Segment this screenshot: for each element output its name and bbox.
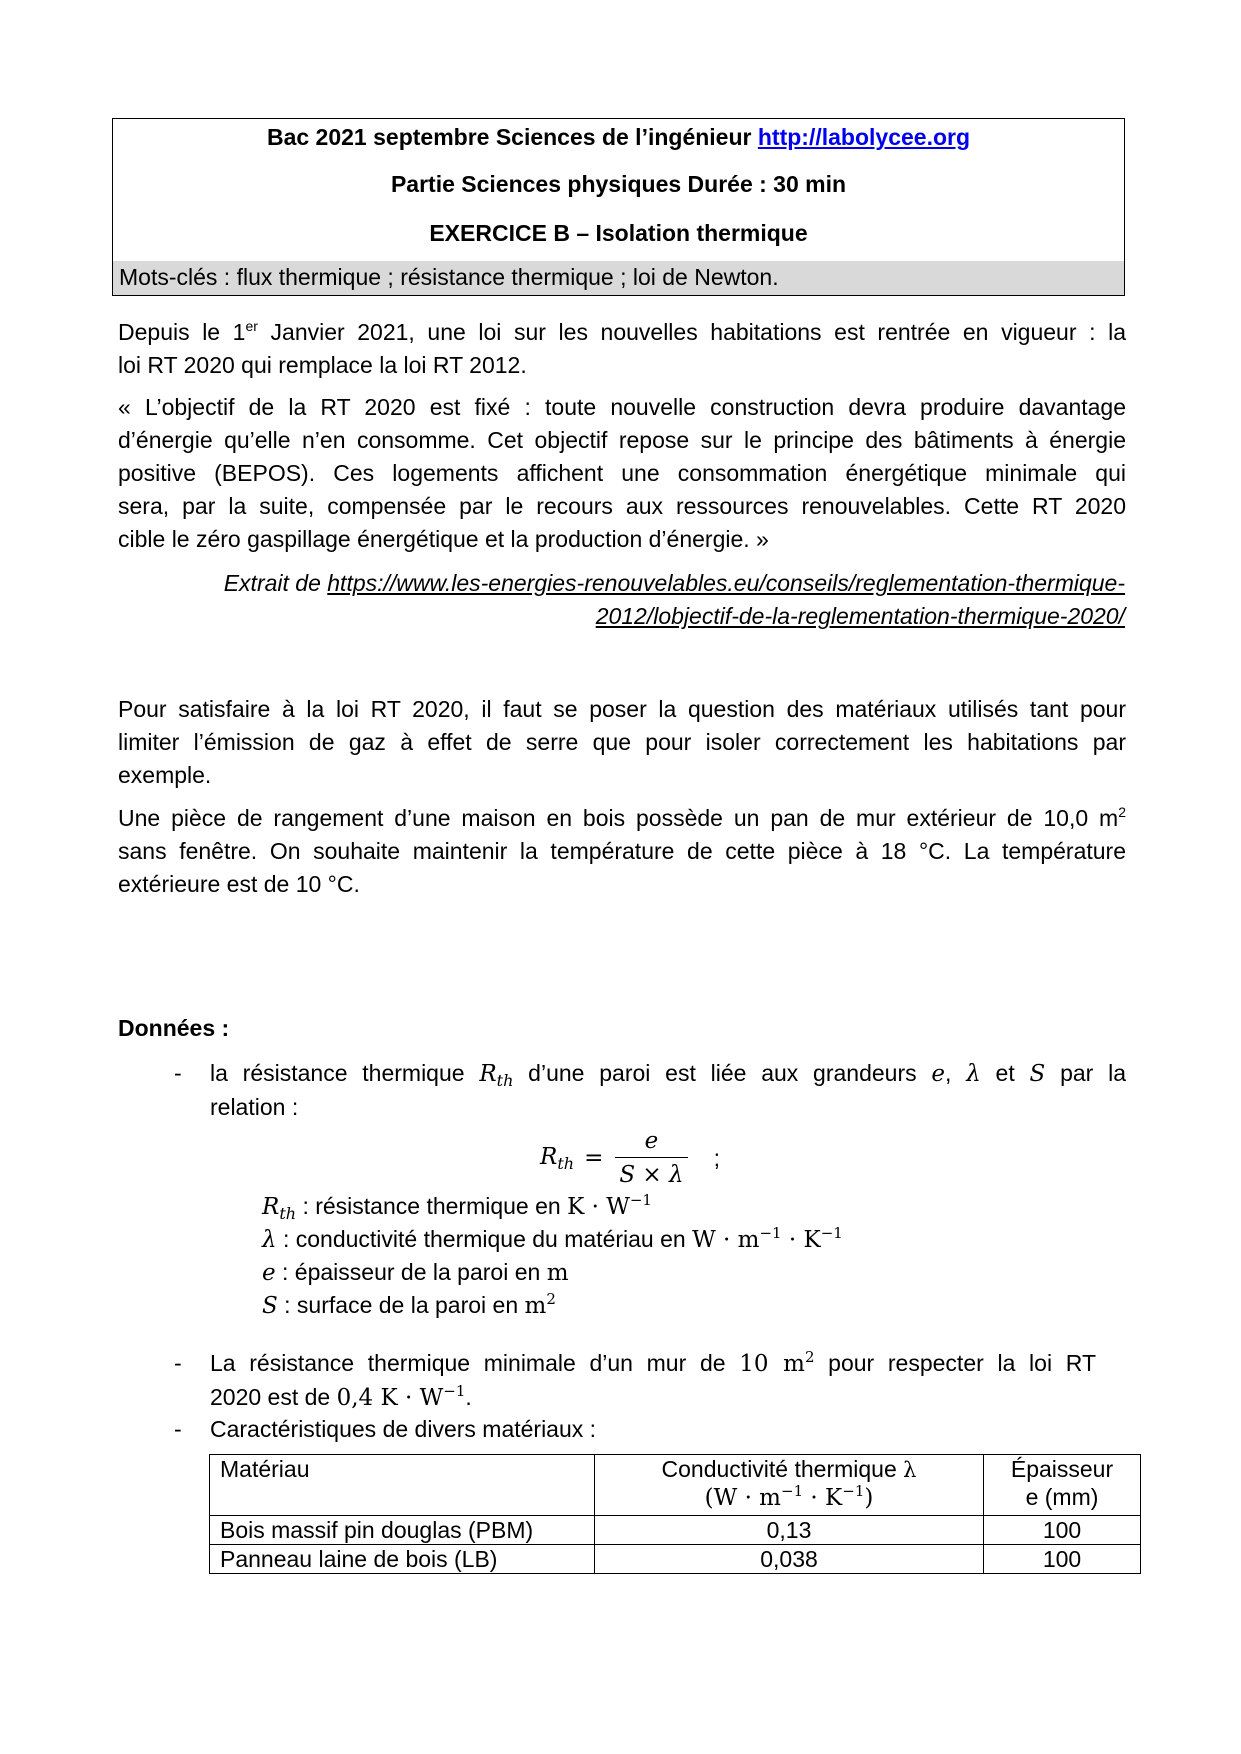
source-line-2 (125, 600, 1125, 633)
cell-thickness: 100 (984, 1516, 1141, 1545)
intro-line-1 (118, 316, 1126, 349)
cell-material: Bois massif pin douglas (PBM) (210, 1516, 595, 1545)
formula-lhs (540, 1144, 574, 1173)
unit-part: (W · m (704, 1485, 781, 1511)
bullet-text: pour respecter la loi RT (814, 1350, 1097, 1376)
bullet-text: . (465, 1384, 472, 1410)
ordinal-superscript: er (245, 318, 258, 334)
def-text: : résistance thermique en (296, 1193, 568, 1219)
source-link-continued[interactable]: 2012/lobjectif-de-la-reglementation-thermique-2020/ (595, 603, 1125, 629)
e-symbol: e (931, 1061, 946, 1087)
exam-title-text: Bac 2021 septembre Sciences de l’ingénieur (266, 124, 758, 150)
header-material: Matériau (210, 1455, 595, 1516)
r-symbol: R (479, 1061, 497, 1087)
formula-terminator: ; (713, 1144, 720, 1171)
thickness-unit: e (mm) (1025, 1484, 1099, 1510)
room-description-paragraph (118, 802, 1126, 901)
def-symbol (262, 1194, 297, 1223)
header-thickness (984, 1455, 1141, 1516)
lambda-symbol: λ (966, 1061, 981, 1087)
exercise-title: EXERCICE B – Isolation thermique (429, 220, 808, 246)
exam-header-box (112, 118, 1125, 296)
def-text: : surface de la paroi en (277, 1292, 525, 1318)
bullet-2-line-1 (210, 1347, 1096, 1381)
bullet-marker: - (174, 1416, 182, 1442)
header-conductivity (595, 1455, 984, 1516)
cell-conductivity: 0,038 (595, 1545, 984, 1574)
unit-tail-exponent: −1 (820, 1224, 843, 1242)
exponent: 2 (804, 1348, 815, 1366)
definition-e (262, 1256, 569, 1290)
def-symbol: S (262, 1293, 278, 1319)
def-text: : épaisseur de la paroi en (275, 1259, 547, 1285)
quote-line: « L’objectif de la RT 2020 est fixé : toute nouvelle construction devra produire davantage (118, 394, 1126, 420)
bullet-marker: - (174, 1060, 182, 1086)
header-conductivity-unit (605, 1484, 973, 1512)
def-unit: m (546, 1260, 569, 1286)
formula-th-subscript: th (557, 1153, 575, 1173)
intro-text: Depuis le 1 (118, 319, 246, 345)
squared-superscript: 2 (1118, 804, 1126, 820)
def-text: : conductivité thermique du matériau en (276, 1226, 693, 1252)
formula-equals: = (584, 1145, 604, 1171)
quote-line: sera, par la suite, compensée par le recours aux ressources renouvelables. Cette RT 2020 (118, 493, 1126, 519)
bullet-1-line-1 (210, 1057, 1126, 1091)
separator: , (945, 1060, 967, 1086)
context-paragraph (118, 693, 1126, 792)
table-row (210, 1545, 1141, 1574)
quote-paragraph (118, 391, 1126, 556)
source-link[interactable]: https://www.les-energies-renouvelables.eu/conseils/reglementation-thermique- (327, 570, 1125, 596)
value: 0,4 K · W (336, 1385, 444, 1411)
lambda-symbol: λ (903, 1458, 917, 1482)
def-symbol: e (262, 1260, 276, 1286)
room-line-3: extérieure est de 10 °C. (118, 871, 360, 897)
labolycee-link[interactable]: http://labolycee.org (757, 124, 971, 150)
materials-table (209, 1454, 1141, 1574)
definition-rth (262, 1190, 652, 1224)
thickness-label: Épaisseur (1010, 1456, 1114, 1482)
intro-paragraph (118, 316, 1126, 382)
s-symbol: S (1029, 1061, 1046, 1087)
bullet-2-line-2 (210, 1381, 1096, 1415)
unit-exponent: −1 (781, 1482, 804, 1500)
room-line-2: sans fenêtre. On souhaite maintenir la température de cette pièce à 18 °C. La température (118, 838, 1126, 864)
formula-fraction (615, 1127, 687, 1190)
exam-subtitle: Partie Sciences physiques Durée : 30 min (390, 171, 847, 197)
def-unit (692, 1224, 843, 1253)
def-unit (567, 1191, 652, 1220)
definition-s (262, 1289, 556, 1323)
quote-line: d’énergie qu’elle n’en consomme. Cet objectif repose sur le principe des bâtiments à énergie (118, 427, 1126, 453)
context-line: limiter l’émission de gaz à effet de serre que pour isoler correctement les habitations par (118, 729, 1126, 755)
unit-exponent: 2 (546, 1290, 556, 1308)
def-symbol-r: R (262, 1194, 280, 1220)
formula-denominator: S × λ (615, 1157, 687, 1190)
wall-area-value (739, 1348, 815, 1377)
materials-caption: Caractéristiques de divers matériaux : (210, 1416, 597, 1442)
bullet-min-resistance (210, 1347, 1096, 1415)
bullet-text: d’une paroi est liée aux grandeurs (513, 1060, 932, 1086)
header-conductivity-label (605, 1455, 973, 1484)
unit-base: K · W (567, 1194, 630, 1220)
unit-part: ) (864, 1485, 874, 1511)
cell-material: Panneau laine de bois (LB) (210, 1545, 595, 1574)
value: 10 m (739, 1351, 805, 1377)
donnees-title: Données : (118, 1015, 230, 1041)
min-resistance-value (336, 1382, 466, 1411)
rth-formula (540, 1118, 720, 1198)
cell-conductivity: 0,13 (595, 1516, 984, 1545)
source-prefix: Extrait de (223, 570, 328, 596)
conductivity-text: Conductivité thermique (661, 1456, 904, 1482)
room-text: Une pièce de rangement d’une maison en bois possède un pan de mur extérieur de 10,0 m (118, 805, 1119, 831)
quote-line: cible le zéro gaspillage énergétique et la production d’énergie. » (118, 526, 769, 552)
unit-part: · K (803, 1485, 843, 1511)
source-line-1 (125, 567, 1125, 600)
bullet-text: la résistance thermique (210, 1060, 480, 1086)
unit-exponent: −1 (629, 1191, 652, 1209)
table-header-row (210, 1455, 1141, 1516)
bullet-materials-caption (210, 1413, 1126, 1446)
bullet-text: La résistance thermique minimale d’un mur de (210, 1350, 740, 1376)
bullet-text: par la (1045, 1060, 1126, 1086)
quote-source (125, 567, 1125, 633)
bullet-marker: - (174, 1350, 182, 1376)
unit-base: W · m (692, 1227, 760, 1253)
formula-numerator: e (644, 1127, 659, 1154)
unit-tail: · K (781, 1227, 821, 1253)
unit-exponent: −1 (759, 1224, 782, 1242)
quote-line: positive (BEPOS). Ces logements affichent une consommation énergétique minimale qui (118, 460, 1126, 486)
cell-thickness: 100 (984, 1545, 1141, 1574)
def-unit (524, 1290, 556, 1319)
rth-symbol (479, 1061, 514, 1090)
th-subscript: th (496, 1071, 514, 1090)
def-symbol: λ (262, 1227, 277, 1253)
intro-line-2: loi RT 2020 qui remplace la loi RT 2012. (118, 352, 527, 378)
exam-title (113, 123, 1124, 151)
bullet-text: 2020 est de (210, 1384, 337, 1410)
table-row (210, 1516, 1141, 1545)
intro-text: Janvier 2021, une loi sur les nouvelles habitations est rentrée en vigueur : la (257, 319, 1126, 345)
exponent: −1 (443, 1382, 466, 1400)
keywords-band: Mots-clés : flux thermique ; résistance thermique ; loi de Newton. (113, 261, 1124, 295)
definition-lambda (262, 1223, 843, 1257)
bullet-1-line-2: relation : (210, 1094, 299, 1120)
formula-r: R (540, 1143, 558, 1170)
room-line-1 (118, 802, 1126, 835)
context-line: exemple. (118, 762, 212, 788)
context-line: Pour satisfaire à la loi RT 2020, il faut se poser la question des matériaux utilisés tant pour (118, 696, 1126, 722)
separator: et (980, 1060, 1030, 1086)
unit-exponent: −1 (842, 1482, 865, 1500)
def-symbol-sub: th (279, 1204, 297, 1223)
bullet-rth-definition (210, 1057, 1126, 1124)
unit-base: m (524, 1293, 547, 1319)
